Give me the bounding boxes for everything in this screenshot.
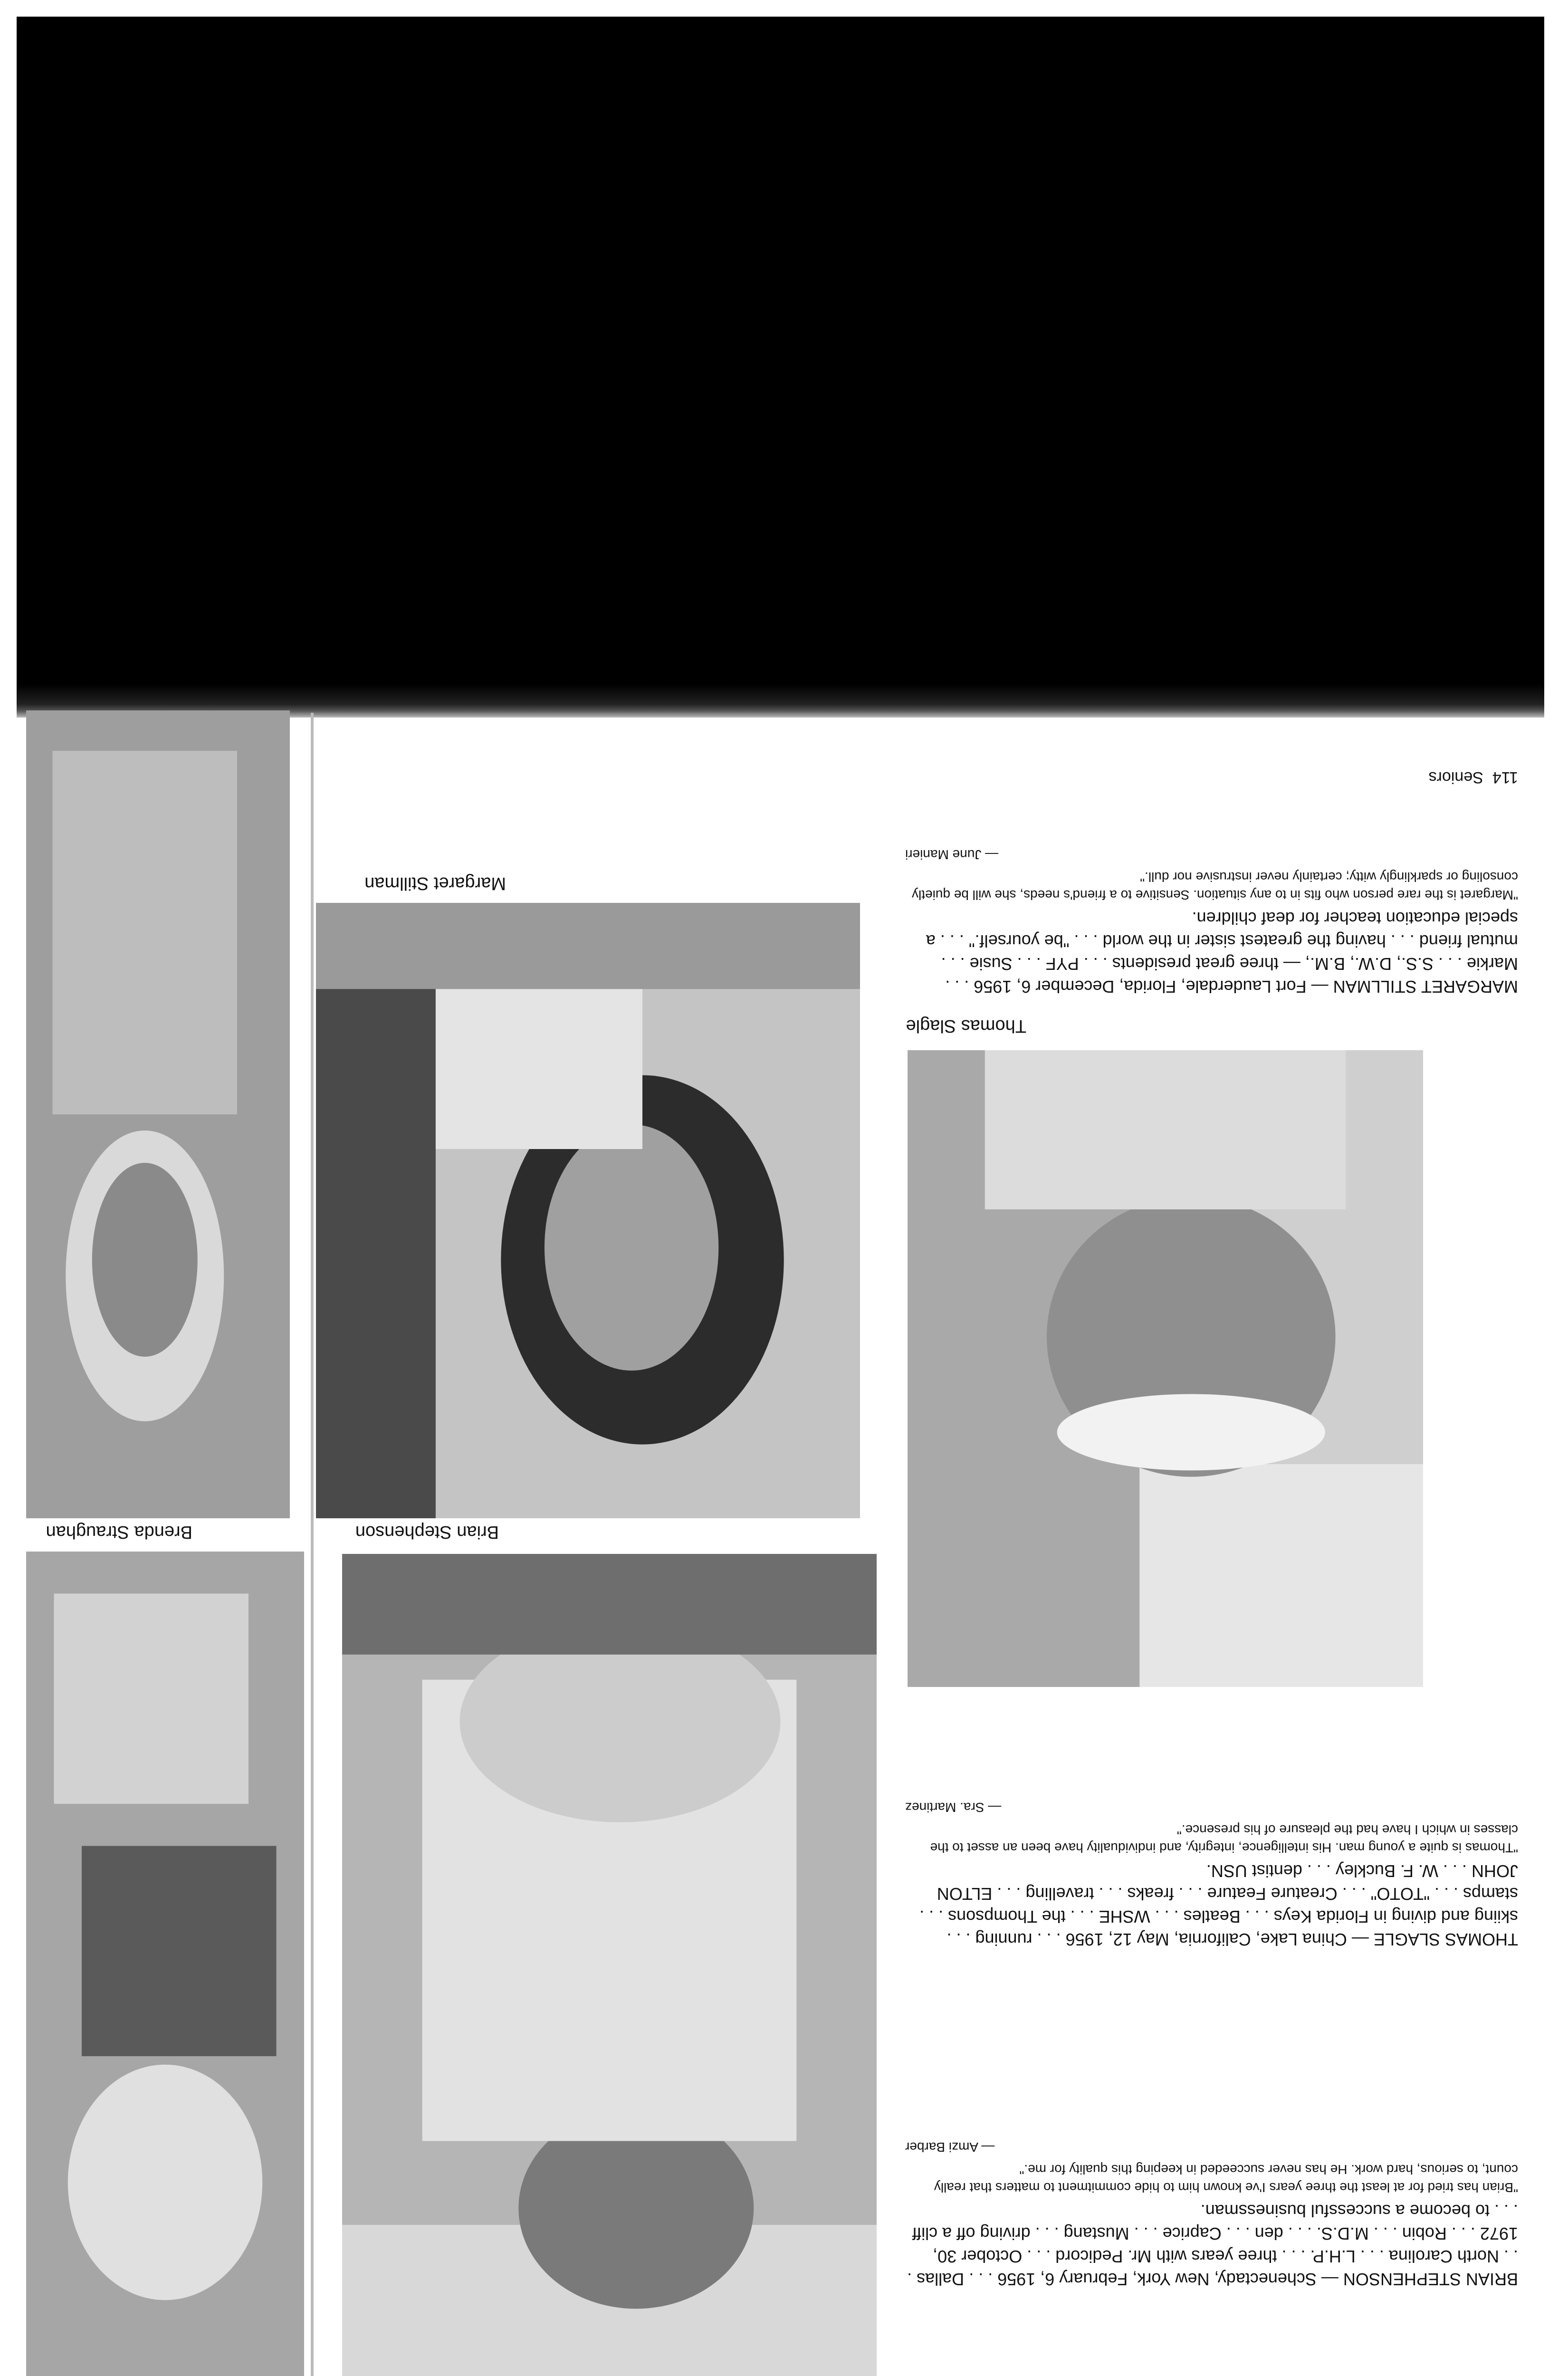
bio-attribution: — Sra. Martinez xyxy=(905,1800,1002,1815)
page-folio xyxy=(1429,768,1518,786)
photo-thomas-slagle xyxy=(908,1050,1423,1687)
bio-text: MARGARET STILLMAN — Fort Lauderdale, Florida, December 6, 1956 . . . Markie . . . S.S., D.W., B.M., — three great presidents . . . PYF . . . Susie . . . mutual friend . . . having the greatest sister in the world . . . "be yourself." . . . a special education teacher for deaf children. xyxy=(926,909,1518,996)
photo-brenda-straughan xyxy=(26,710,290,1518)
bio-quote: "Margaret is the rare person who fits in to any situation. Sensitive to a friend's needs, she will be quietly consoling or sparklingly witty; certainly never instrusive nor dull." xyxy=(912,870,1518,902)
section-name: Seniors xyxy=(1428,768,1483,786)
portrait-image xyxy=(908,1050,1423,1687)
photo-margaret-stillman xyxy=(316,903,860,1518)
portrait-image xyxy=(342,1554,877,2376)
bio-stephenson xyxy=(905,2136,1518,2290)
caption-thomas: Thomas Slagle xyxy=(906,1016,1026,1036)
caption-brenda: Brenda Straughan xyxy=(46,1522,192,1542)
portrait-image xyxy=(316,903,860,1518)
yearbook-page xyxy=(17,713,1544,2376)
bio-stillman xyxy=(905,843,1518,998)
bio-quote: "Brian has tried for at least the three years I've known him to hide commitment to matters that really count, to serious, hard work. He has never succeeded in keeping this quality for me." xyxy=(934,2162,1518,2195)
scanner-background xyxy=(17,17,1544,706)
page-number: 114 xyxy=(1492,768,1518,786)
gutter-line xyxy=(311,713,314,2376)
caption-brian: Brian Stephenson xyxy=(355,1522,499,1542)
portrait-image xyxy=(26,1552,304,2376)
bio-attribution: — June Manieri xyxy=(905,847,999,862)
photo-brian-stephenson xyxy=(342,1554,877,2376)
bio-text: THOMAS SLAGLE — China Lake, California, May 12, 1956 . . . running . . . skiing and diving in Florida Keys . . . Beatles . . . WSHE . . . the Thompsons . . . stamps . . . "TOTO" . . . Creature Feature . . . freaks . . . travelling . . . ELTON JOHN . . . W. F. Buckley . . . dentist USN. xyxy=(919,1861,1518,1949)
bio-slagle xyxy=(905,1796,1518,1951)
caption-margaret: Margaret Stillman xyxy=(364,873,506,893)
portrait-image xyxy=(26,710,290,1518)
bio-text: BRIAN STEPHENSON — Schenectady, New York, February 6, 1956 . . . Dallas . . . North Carolina . . . L.H.P. . . . three years with Mr. Pedicord . . . October 30, 1972 . . . Robin . . . M.D.S. . . . den . . . Caprice . . . Mustang . . . driving off a cliff . . . to become a successful businessman. xyxy=(907,2201,1518,2289)
photo-brenda-straughan-candid xyxy=(26,1552,304,2376)
bio-attribution: — Amzi Barber xyxy=(905,2140,995,2155)
bio-quote: "Thomas is quite a young man. His intelligence, integrity, and individuality have been an asset to the classes in which I have had the pleasure of his presence." xyxy=(930,1822,1518,1855)
